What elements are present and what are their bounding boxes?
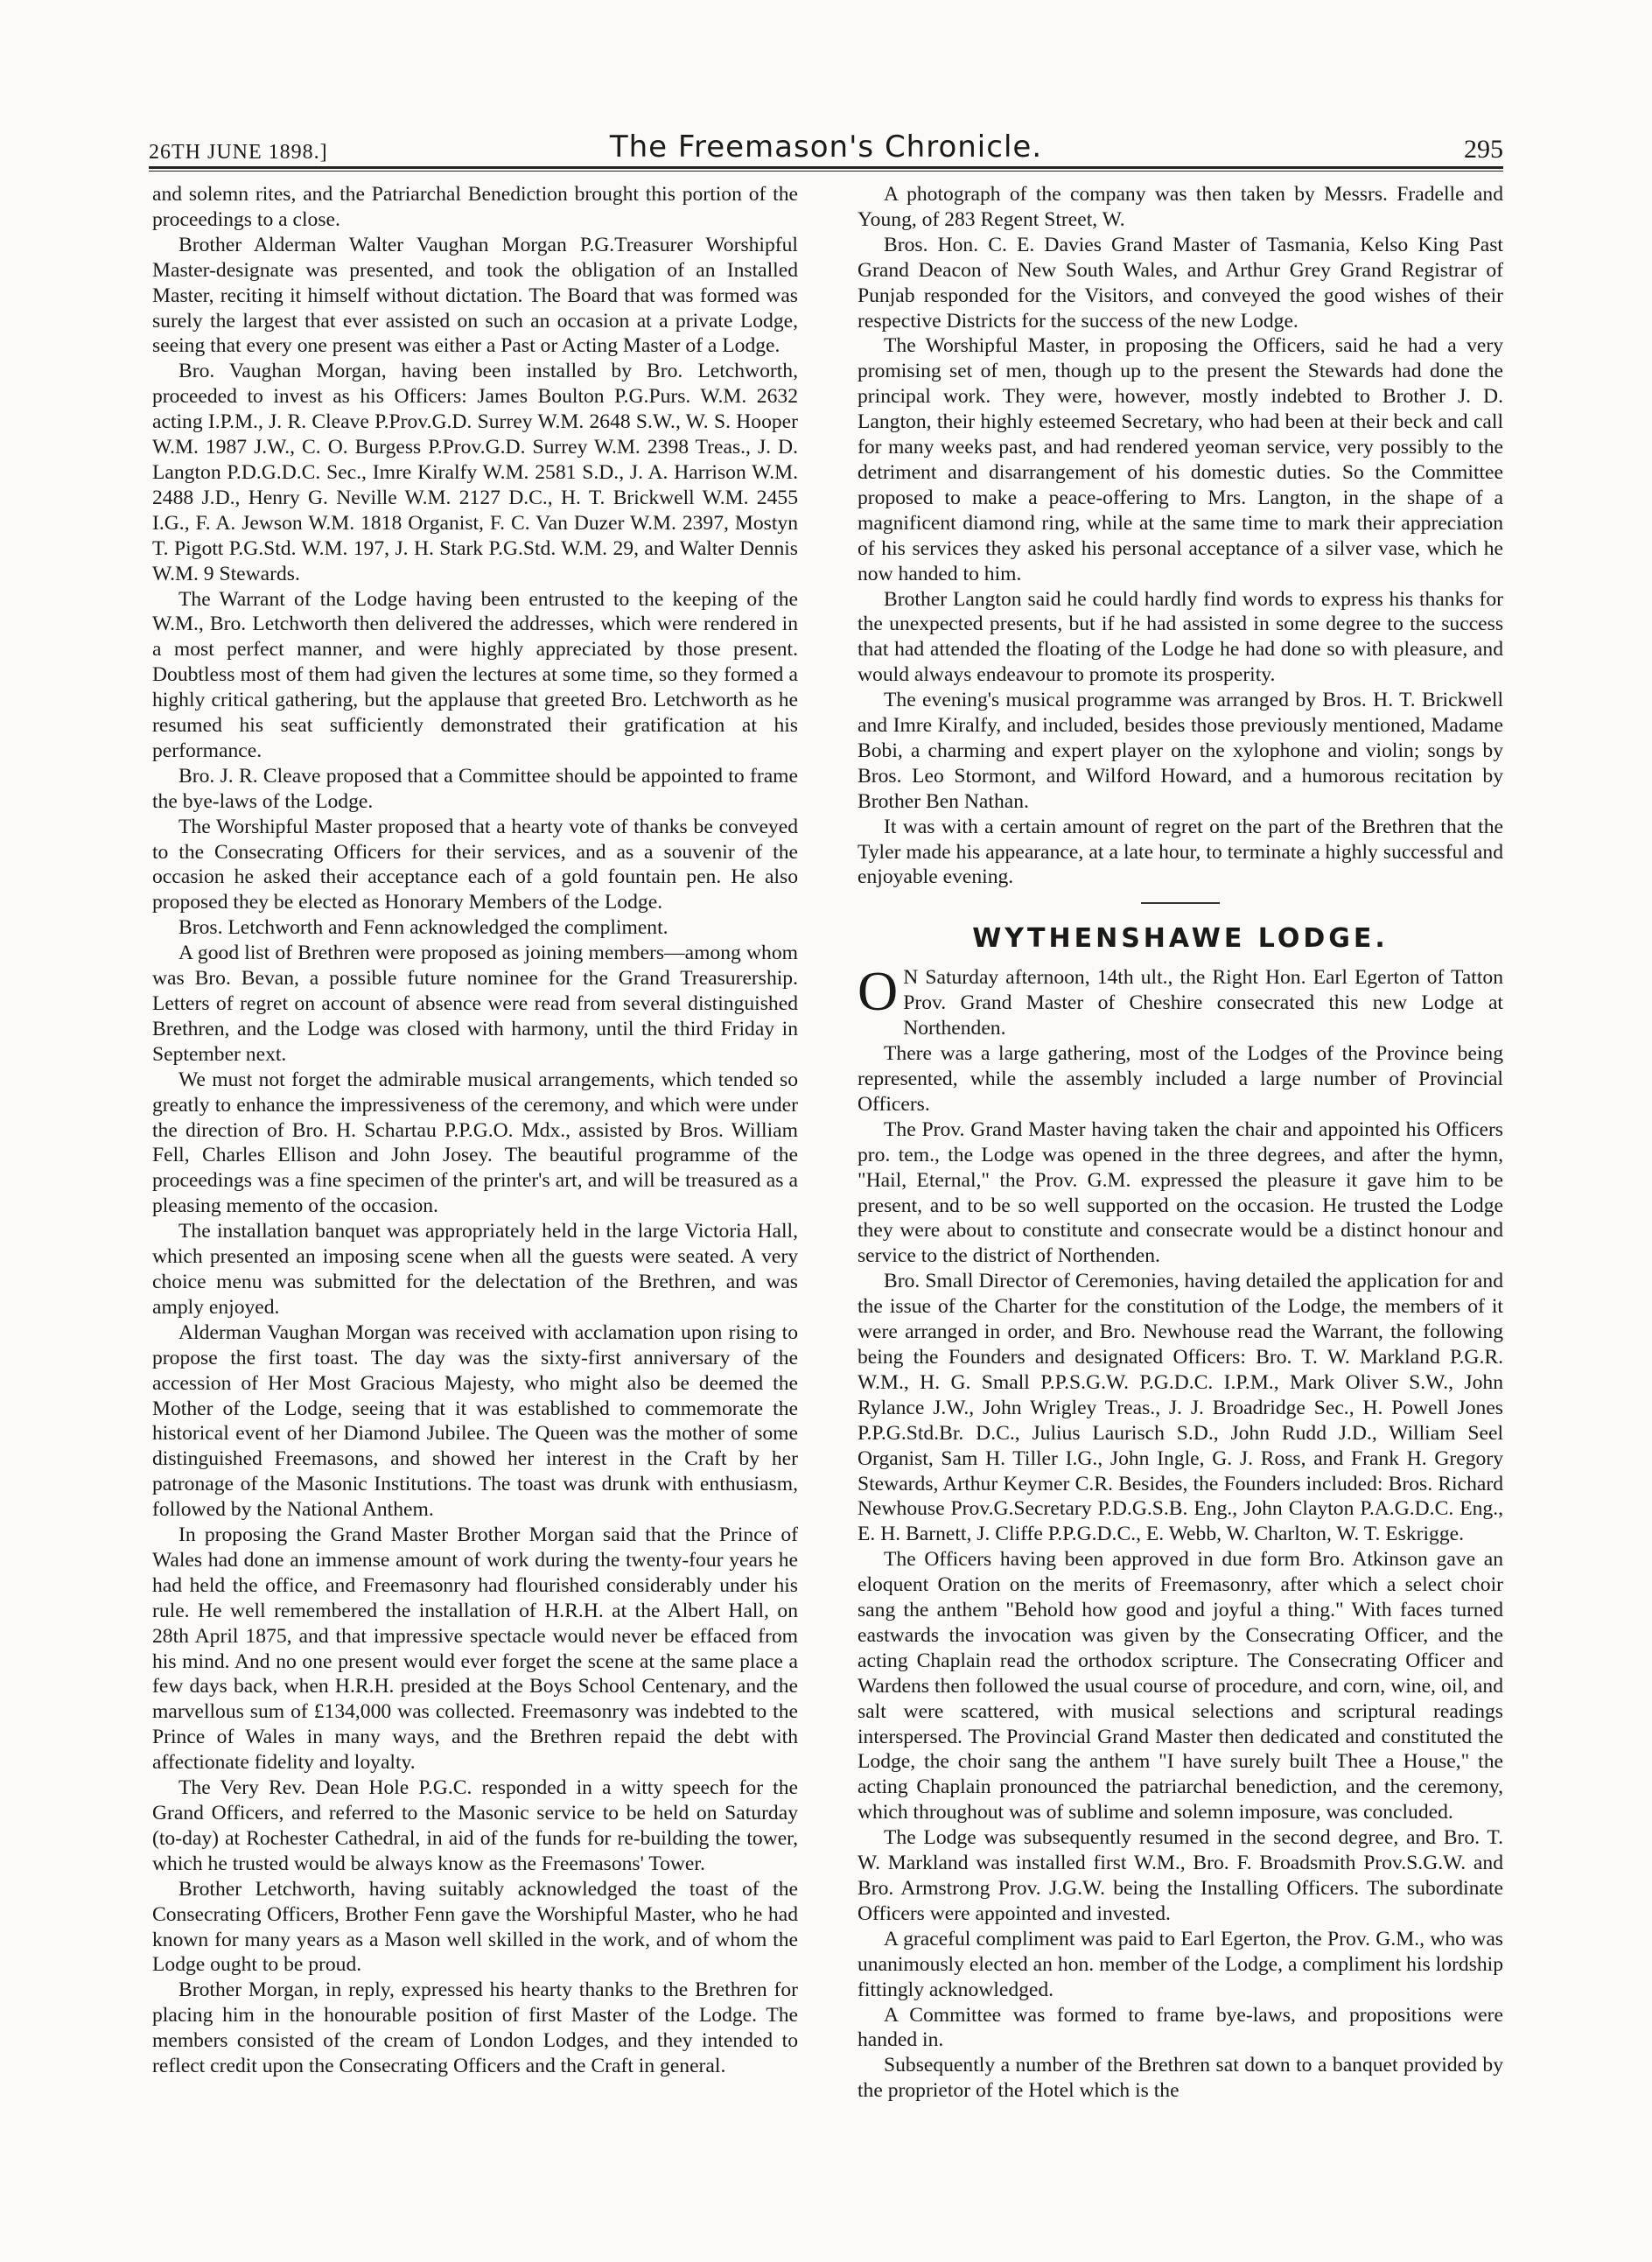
publication-title: The Freemason's Chronicle. [609, 130, 1043, 165]
lead-paragraph-text: N Saturday afternoon, 14th ult., the Right Hon. Earl Egerton of Tatton Prov. Grand Master of Cheshire consecrated this new Lodge at Northenden. [903, 966, 1503, 1040]
right-column [858, 182, 1503, 2104]
page-header [149, 123, 1503, 165]
paragraph: Bro. Small Director of Ceremonies, having detailed the application for and the issue of the Charter for the constitution of the Lodge, the members of it were arranged in order, and Bro. Newhouse read the Warrant, the following being the Founders and designated Officers: Bro. T. W. Markland P.G.R. W.M., H. G. Small P.P.S.G.W. P.G.D.C. I.P.M., Mark Oliver S.W., John Rylance J.W., John Wrigley Treas., J. J. Broadridge Sec., H. Powell Jones P.P.G.Std.Br. D.C., Julius Laurisch S.D., John Rudd J.D., William Seel Organist, Sam H. Tiller I.G., John Ingle, G. J. Ross, and Frank H. Gregory Stewards, Arthur Keymer C.R. Besides, the Founders included: Bros. Richard Newhouse Prov.G.Secretary P.D.G.S.B. Eng., John Clayton P.A.G.D.C. Eng., E. H. Barnett, J. Cliffe P.P.G.D.C., E. Webb, W. Charlton, W. T. Eskrigge. [858, 1270, 1503, 1546]
paragraph: Alderman Vaughan Morgan was received with acclamation upon rising to propose the first toast. The day was the sixty-first anniversary of the accession of Her Most Gracious Majesty, who might also be deemed the Mother of the Lodge, seeing that it was established to commemorate the historical event of her Diamond Jubilee. The Queen was the mother of some distinguished Freemasons, and showed her interest in the Craft by her patronage of the Masonic Institutions. The toast was drunk with enthusiasm, followed by the National Anthem. [152, 1320, 798, 1522]
paragraph: The installation banquet was appropriately held in the large Victoria Hall, which presented an imposing scene when all the guests were seated. A very choice menu was submitted for the delectation of the Brethren, and was amply enjoyed. [152, 1220, 798, 1319]
paragraph: There was a large gathering, most of the Lodges of the Province being represented, while the assembly included a large number of Provincial Officers. [858, 1042, 1503, 1116]
paragraph: The Very Rev. Dean Hole P.G.C. responded in a witty speech for the Grand Officers, and referred to the Masonic service to be held on Saturday (to-day) at Rochester Cathedral, in aid of the funds for re-building the tower, which he trusted would be always know as the Freemasons' Tower. [152, 1776, 798, 1875]
paragraph: Brother Letchworth, having suitably acknowledged the toast of the Consecrating Officers, Brother Fenn gave the Worshipful Master, who he had known for many years as a Mason well skilled in the work, and of whom the Lodge ought to be proud. [152, 1877, 798, 1977]
paragraph: Subsequently a number of the Brethren sat down to a banquet provided by the proprietor of the Hotel which is the [858, 2054, 1503, 2103]
paragraph: The Officers having been approved in due form Bro. Atkinson gave an eloquent Oration on the merits of Freemasonry, after which a select choir sang the anthem "Behold how good and joyful a thing." With faces turned eastwards the invocation was given by the Consecrating Officer, and the acting Chaplain read the orthodox scripture. The Consecrating Officer and Wardens then followed the usual course of procedure, and corn, wine, oil, and salt were scattered, with musical selections and scriptural readings interspersed. The Provincial Grand Master then dedicated and constituted the Lodge, the choir sang the anthem "I have surely built Thee a House," the acting Chaplain pronounced the patriarchal benediction, and the ceremony, which throughout was of sublime and solemn imposure, was concluded. [858, 1548, 1503, 1824]
lead-paragraph [858, 960, 1503, 1041]
page-number: 295 [1464, 135, 1503, 164]
paragraph: It was with a certain amount of regret on the part of the Brethren that the Tyler made his appearance, at a late hour, to terminate a highly successful and enjoyable evening. [858, 815, 1503, 889]
left-column [152, 182, 798, 2079]
paragraph: and solemn rites, and the Patriarchal Benediction brought this portion of the proceedings to a close. [152, 183, 798, 231]
paragraph: Brother Alderman Walter Vaughan Morgan P.G.Treasurer Worshipful Master-designate was presented, and took the obligation of an Installed Master, reciting it himself without dictation. The Board that was formed was surely the largest that ever assisted on such an occasion at a private Lodge, seeing that every one present was either a Past or Acting Master of a Lodge. [152, 233, 798, 358]
paragraph: The Warrant of the Lodge having been entrusted to the keeping of the W.M., Bro. Letchworth then delivered the addresses, which were rendered in a most perfect manner, and were highly appreciated by those present. Doubtless most of them had given the lectures at some time, so they formed a highly critical gathering, but the applause that greeted Bro. Letchworth as he resumed his seat sufficiently demonstrated their gratification at his performance. [152, 587, 798, 762]
paragraph: The Lodge was subsequently resumed in the second degree, and Bro. T. W. Markland was installed first W.M., Bro. F. Broadsmith Prov.S.G.W. and Bro. Armstrong Prov. J.G.W. being the Installing Officers. The subordinate Officers were appointed and invested. [858, 1826, 1503, 1925]
section-heading: WYTHENSHAWE LODGE. [972, 923, 1389, 955]
paragraph: Bro. Vaughan Morgan, having been installed by Bro. Letchworth, proceeded to invest as his Officers: James Boulton P.G.Purs. W.M. 2632 acting I.P.M., J. R. Cleave P.Prov.G.D. Surrey W.M. 2648 S.W., W. S. Hooper W.M. 1987 J.W., C. O. Burgess P.Prov.G.D. Surrey W.M. 2398 Treas., J. D. Langton P.D.G.D.C. Sec., Imre Kiralfy W.M. 2581 S.D., J. A. Harrison W.M. 2488 J.D., Henry G. Neville W.M. 2127 D.C., H. T. Brickwell W.M. 2455 I.G., F. A. Jewson W.M. 1818 Organist, F. C. Van Duzer W.M. 2397, Mostyn T. Pigott P.G.Std. W.M. 197, J. H. Stark P.G.Std. W.M. 29, and Walter Dennis W.M. 9 Stewards. [152, 360, 798, 585]
paragraph: Brother Morgan, in reply, expressed his hearty thanks to the Brethren for placing him in the honourable position of first Master of the Lodge. The members consisted of the cream of London Lodges, and they intended to reflect credit upon the Consecrating Officers and the Craft in general. [152, 1978, 798, 2078]
header-rule-thin [149, 171, 1503, 172]
paragraph: Brother Langton said he could hardly find words to express his thanks for the unexpected presents, but if he had assisted in some degree to the success that had attended the floating of the Lodge he had done so with pleasure, and would always endeavour to promote its prosperity. [858, 587, 1503, 687]
paragraph: A photograph of the company was then taken by Messrs. Fradelle and Young, of 283 Regent Street, W. [858, 183, 1503, 231]
paragraph: We must not forget the admirable musical arrangements, which tended so greatly to enhance the impressiveness of the ceremony, and which were under the direction of Bro. H. Schartau P.P.G.O. Mdx., assisted by Bros. William Fell, Charles Ellison and John Josey. The beautiful programme of the proceedings was a fine specimen of the printer's art, and will be treasured as a pleasing memento of the occasion. [152, 1068, 798, 1218]
drop-cap: O [858, 960, 899, 1023]
paragraph: Bro. J. R. Cleave proposed that a Committee should be appointed to frame the bye-laws of the Lodge. [152, 764, 798, 813]
paragraph: The Worshipful Master proposed that a hearty vote of thanks be conveyed to the Consecrating Officers for their services, and as a souvenir of the occasion he asked their acceptance each of a gold fountain pen. He also proposed they be elected as Honorary Members of the Lodge. [152, 815, 798, 914]
paragraph: The Prov. Grand Master having taken the chair and appointed his Officers pro. tem., the Lodge was opened in the three degrees, and after the hymn, "Hail, Eternal," the Prov. G.M. expressed the pleasure it gave him to be present, and to be so well supported on the occasion. He trusted the Lodge they were about to constitute and consecrate would be a distinct honour and service to the district of Northenden. [858, 1117, 1503, 1268]
paragraph: The evening's musical programme was arranged by Bros. H. T. Brickwell and Imre Kiralfy, and included, besides those previously mentioned, Madame Bobi, a charming and expert player on the xylophone and violin; songs by Bros. Leo Stormont, and Wilford Howard, and a humorous recitation by Brother Ben Nathan. [858, 689, 1503, 813]
paragraph: A Committee was formed to frame bye-laws, and propositions were handed in. [858, 2003, 1503, 2052]
paragraph: Bros. Hon. C. E. Davies Grand Master of Tasmania, Kelso King Past Grand Deacon of New South Wales, and Arthur Grey Grand Registrar of Punjab responded for the Visitors, and conveyed the good wishes of their respective Districts for the success of the new Lodge. [858, 233, 1503, 333]
section-separator [1141, 902, 1220, 904]
paragraph: Bros. Letchworth and Fenn acknowledged the compliment. [178, 916, 668, 940]
paragraph: In proposing the Grand Master Brother Morgan said that the Prince of Wales had done an immense amount of work during the twenty-four years he had held the office, and Freemasonry had flourished considerably under his rule. He well remembered the installation of H.R.H. at the Albert Hall, on 28th April 1875, and that impressive spectacle would never be effaced from his mind. And no one present would ever forget the scene at the same place a few days back, when H.R.H. presided at the Boys School Centenary, and the marvellous sum of £134,000 was collected. Freemasonry was indebted to the Prince of Wales in many ways, and the Brethren repaid the debt with affectionate fidelity and loyalty. [152, 1523, 798, 1775]
paragraph: A good list of Brethren were proposed as joining members—among whom was Bro. Bevan, a possible future nominee for the Grand Treasurership. Letters of regret on account of absence were read from several distinguished Brethren, and the Lodge was closed with harmony, until the third Friday in September next. [152, 942, 798, 1066]
header-rule-thick [149, 166, 1503, 169]
paragraph: A graceful compliment was paid to Earl Egerton, the Prov. G.M., who was unanimously elected an hon. member of the Lodge, a compliment his lordship fittingly acknowledged. [858, 1927, 1503, 2001]
issue-date: 26TH JUNE 1898.] [149, 141, 328, 164]
paragraph: The Worshipful Master, in proposing the Officers, said he had a very promising set of men, though up to the present the Stewards had done the principal work. They were, however, mostly indebted to Brother J. D. Langton, their highly esteemed Secretary, who had been at their beck and call for many weeks past, and had rendered yeoman service, very possibly to the detriment and disarrangement of his domestic duties. So the Committee proposed to make a peace-offering to Mrs. Langton, in the shape of a magnificent diamond ring, while at the same time to mark their appreciation of his services they asked his personal acceptance of a silver vase, which he now handed to him. [858, 334, 1503, 585]
